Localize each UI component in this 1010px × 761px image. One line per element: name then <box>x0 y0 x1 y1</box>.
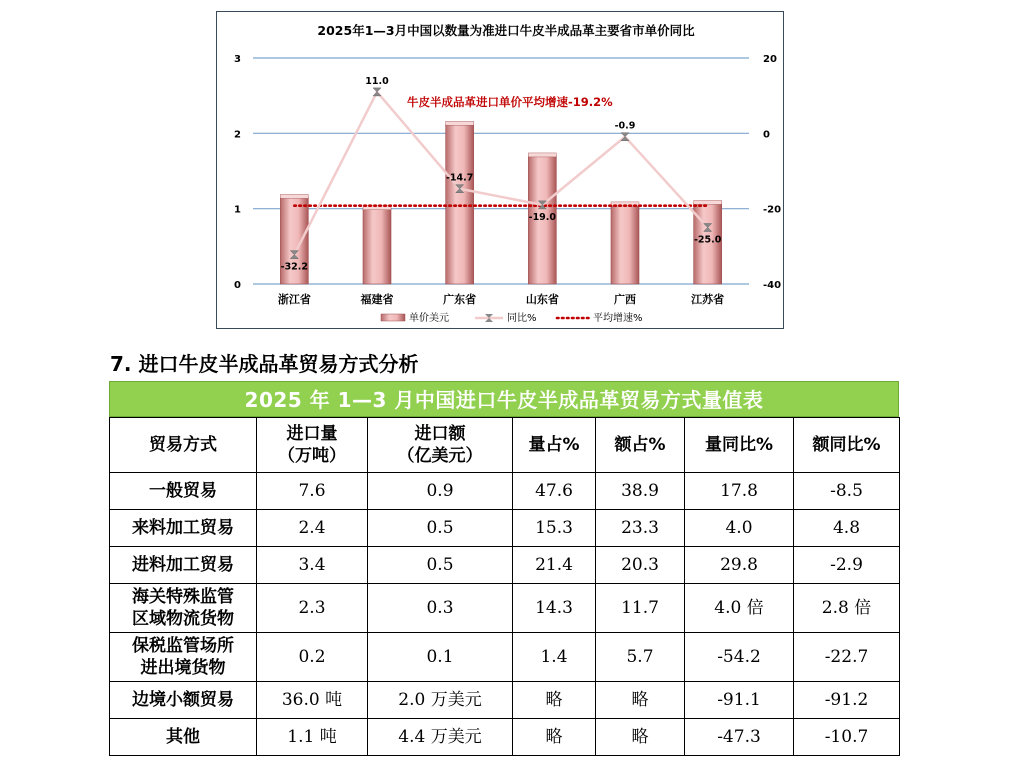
cell-value-yoy: -2.9 <box>794 547 900 584</box>
table-row <box>110 633 900 682</box>
cell-value-share: 23.3 <box>596 510 685 547</box>
cell-volume-share: 14.3 <box>513 584 596 633</box>
header-line: 进口量 <box>286 424 338 444</box>
row-label <box>110 584 257 633</box>
y-left-tick-label: 2 <box>234 129 241 141</box>
bar-top <box>446 121 474 125</box>
header-trade-method <box>110 418 257 473</box>
bar <box>611 205 639 284</box>
cell-volume-share: 略 <box>513 719 596 756</box>
cell-volume-share: 47.6 <box>513 473 596 510</box>
price-yoy-chart <box>217 12 783 328</box>
cell-value-share: 20.3 <box>596 547 685 584</box>
table-header-row <box>110 418 900 473</box>
header-line: 额占% <box>614 435 666 455</box>
cell-value-yoy: 2.8 倍 <box>794 584 900 633</box>
cell-value: 2.0 万美元 <box>368 682 513 719</box>
header-line: 进口额 <box>414 424 466 444</box>
legend-bar-label: 单价美元 <box>409 313 449 324</box>
x-category-label: 山东省 <box>525 293 559 306</box>
chart-title: 2025年1—3月中国以数量为准进口牛皮半成品革主要省市单价同比 <box>317 23 695 38</box>
cell-value-share: 5.7 <box>596 633 685 682</box>
cell-volume-yoy: 4.0 倍 <box>685 584 794 633</box>
yoy-data-label: -14.7 <box>445 172 474 184</box>
cell-value-yoy: -91.2 <box>794 682 900 719</box>
cell-value-yoy: 4.8 <box>794 510 900 547</box>
table-row <box>110 719 900 756</box>
row-label-line: 海关特殊监管 <box>132 587 234 607</box>
cell-volume: 36.0 吨 <box>257 682 368 719</box>
cell-value: 4.4 万美元 <box>368 719 513 756</box>
y-right-tick-label: 20 <box>763 54 777 65</box>
cell-value: 0.5 <box>368 547 513 584</box>
row-label: 一般贸易 <box>110 473 257 510</box>
table-row <box>110 584 900 633</box>
cell-volume-share: 21.4 <box>513 547 596 584</box>
cell-value-yoy: -10.7 <box>794 719 900 756</box>
header-value-yoy <box>794 418 900 473</box>
cell-volume-yoy: 29.8 <box>685 547 794 584</box>
table-row <box>110 682 900 719</box>
x-category-label: 福建省 <box>360 293 394 306</box>
row-label <box>110 633 257 682</box>
yoy-marker <box>373 88 381 96</box>
cell-volume-share: 15.3 <box>513 510 596 547</box>
bar <box>363 209 391 284</box>
yoy-data-label: -32.2 <box>280 261 309 273</box>
header-value <box>368 418 513 473</box>
cell-volume: 1.1 吨 <box>257 719 368 756</box>
cell-value: 0.3 <box>368 584 513 633</box>
cell-volume: 2.4 <box>257 510 368 547</box>
cell-volume-yoy: 17.8 <box>685 473 794 510</box>
bar-top <box>280 194 308 198</box>
legend-bar-swatch <box>381 314 405 321</box>
header-volume <box>257 418 368 473</box>
bar-top <box>528 153 556 157</box>
cell-value-yoy: -8.5 <box>794 473 900 510</box>
cell-value: 0.9 <box>368 473 513 510</box>
cell-volume-yoy: -91.1 <box>685 682 794 719</box>
header-unit: （亿美元） <box>397 446 483 466</box>
yoy-marker <box>621 133 629 141</box>
header-volume-yoy <box>685 418 794 473</box>
legend-yoy-label: 同比% <box>507 313 537 324</box>
cell-value-share: 略 <box>596 719 685 756</box>
y-right-tick-label: -40 <box>763 280 782 291</box>
y-left-tick-label: 1 <box>234 204 241 216</box>
cell-volume-share: 略 <box>513 682 596 719</box>
yoy-data-label: -19.0 <box>528 211 557 223</box>
row-label-line: 进出境货物 <box>140 658 226 678</box>
cell-volume-yoy: 4.0 <box>685 510 794 547</box>
y-left-tick-label: 0 <box>234 280 241 291</box>
header-line: 贸易方式 <box>149 435 217 455</box>
x-category-label: 浙江省 <box>277 293 311 306</box>
y-right-tick-label: 0 <box>763 129 770 141</box>
cell-value: 0.1 <box>368 633 513 682</box>
header-volume-share <box>513 418 596 473</box>
avg-annotation: 牛皮半成品革进口单价平均增速-19.2% <box>407 95 613 109</box>
table-row <box>110 510 900 547</box>
cell-volume: 0.2 <box>257 633 368 682</box>
row-label-line: 保税监管场所 <box>132 636 234 656</box>
cell-volume-yoy: -54.2 <box>685 633 794 682</box>
trade-method-table <box>109 381 899 756</box>
row-label: 边境小额贸易 <box>110 682 257 719</box>
bar-top <box>694 200 722 204</box>
cell-volume: 2.3 <box>257 584 368 633</box>
x-category-label: 江苏省 <box>691 293 725 306</box>
cell-volume: 7.6 <box>257 473 368 510</box>
cell-value-share: 11.7 <box>596 584 685 633</box>
yoy-data-label: 11.0 <box>365 75 389 87</box>
row-label-line: 区域物流货物 <box>132 609 234 629</box>
x-category-label: 广东省 <box>443 293 477 306</box>
cell-volume: 3.4 <box>257 547 368 584</box>
chart-panel <box>216 11 784 329</box>
header-line: 额同比% <box>812 435 881 455</box>
table-row <box>110 473 900 510</box>
bar <box>446 124 474 284</box>
yoy-line <box>294 92 707 255</box>
header-line: 量同比% <box>704 435 774 455</box>
cell-value: 0.5 <box>368 510 513 547</box>
yoy-data-label: -25.0 <box>693 234 722 246</box>
legend-avg-label: 平均增速% <box>593 313 643 324</box>
row-label: 来料加工贸易 <box>110 510 257 547</box>
cell-value-yoy: -22.7 <box>794 633 900 682</box>
y-right-tick-label: -20 <box>763 204 782 216</box>
section-heading: 7. 进口牛皮半成品革贸易方式分析 <box>110 352 419 376</box>
header-unit: （万吨） <box>278 446 346 466</box>
cell-volume-share: 1.4 <box>513 633 596 682</box>
row-label: 其他 <box>110 719 257 756</box>
cell-value-share: 38.9 <box>596 473 685 510</box>
header-value-share <box>596 418 685 473</box>
y-left-tick-label: 3 <box>234 54 241 65</box>
x-category-label: 广西 <box>614 293 636 306</box>
cell-value-share: 略 <box>596 682 685 719</box>
trade-table-grid <box>109 417 900 756</box>
table-row <box>110 547 900 584</box>
cell-volume-yoy: -47.3 <box>685 719 794 756</box>
header-line: 量占% <box>528 435 580 455</box>
row-label: 进料加工贸易 <box>110 547 257 584</box>
yoy-data-label: -0.9 <box>614 120 636 132</box>
table-title: 2025 年 1—3 月中国进口牛皮半成品革贸易方式量值表 <box>109 381 899 417</box>
